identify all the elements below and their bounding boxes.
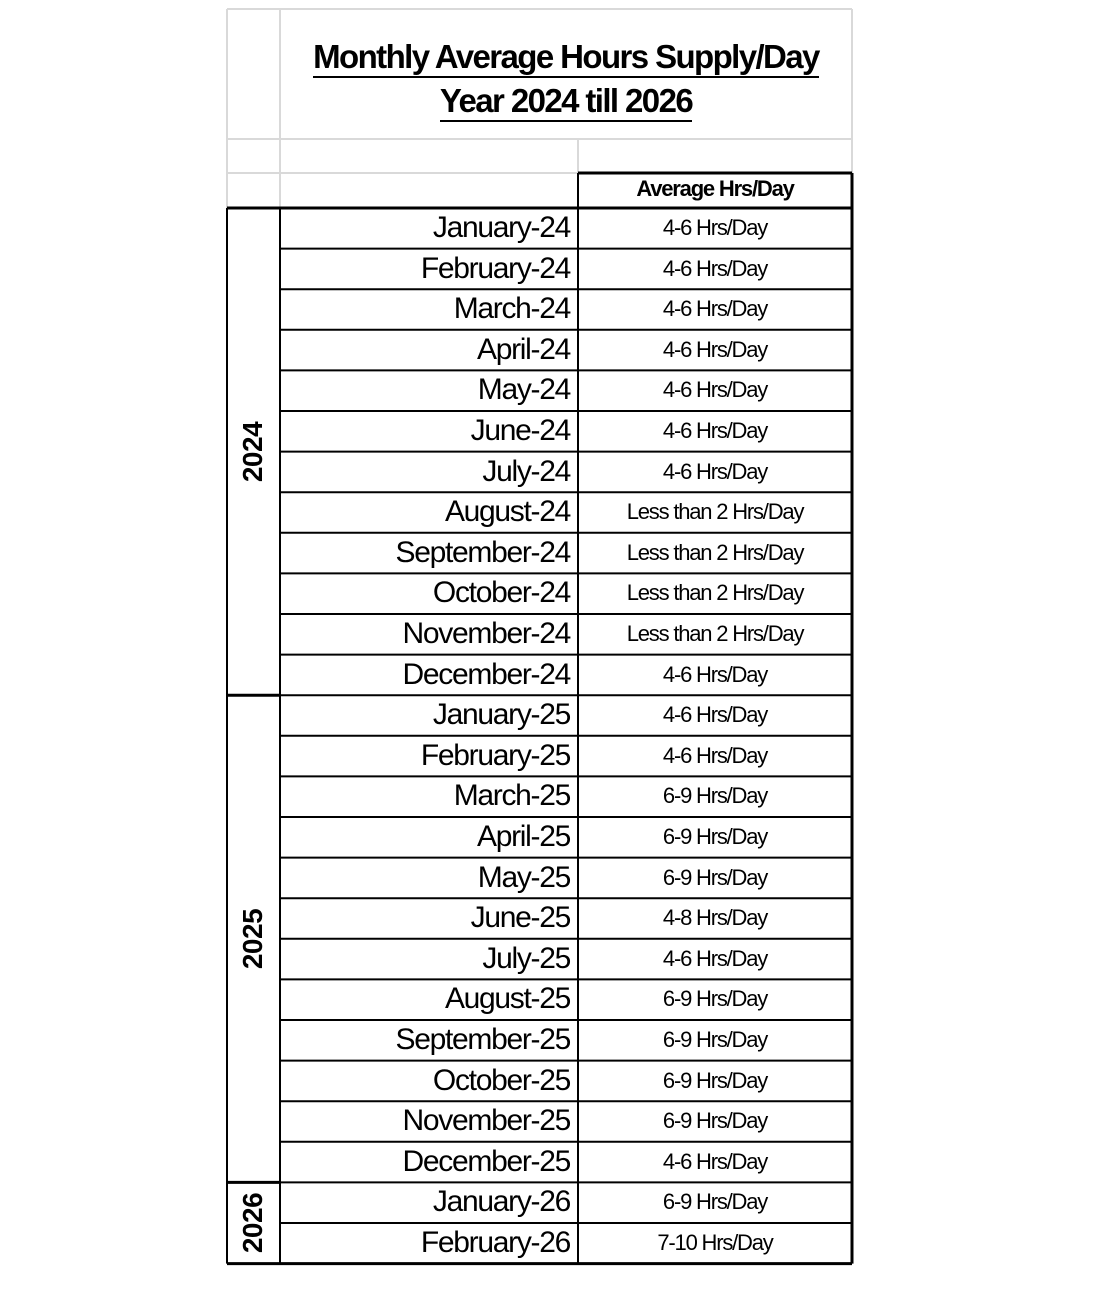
page-title: Monthly Average Hours Supply/Day — [313, 38, 819, 78]
year-label: 2024 — [237, 421, 268, 482]
hours-value-cell: 4-6 Hrs/Day — [662, 702, 768, 728]
hours-value-cell: 4-6 Hrs/Day — [662, 458, 768, 484]
month-cell: April-25 — [477, 820, 570, 853]
hours-value-cell: 4-6 Hrs/Day — [662, 1148, 768, 1174]
title-block — [280, 10, 852, 138]
hours-value-cell: Less than 2 Hrs/Day — [626, 499, 804, 525]
month-cell: July-24 — [482, 454, 570, 488]
hours-value-cell: 4-6 Hrs/Day — [662, 336, 768, 362]
month-cell: February-26 — [420, 1226, 570, 1259]
month-cell: February-25 — [420, 738, 570, 772]
year-group-cell — [227, 695, 279, 1182]
month-cell: November-24 — [402, 617, 570, 650]
month-cell: October-25 — [432, 1063, 570, 1097]
hours-value-cell: Less than 2 Hrs/Day — [626, 580, 804, 606]
column-header-average-hrs: Average Hrs/Day — [636, 176, 794, 201]
month-cell: March-25 — [453, 779, 570, 813]
month-cell: August-25 — [444, 982, 570, 1016]
month-cell: January-25 — [432, 698, 570, 732]
month-cell: November-25 — [402, 1104, 570, 1138]
year-label: 2026 — [237, 1192, 268, 1254]
month-cell: June-24 — [470, 414, 570, 447]
hours-value-cell: 4-6 Hrs/Day — [662, 215, 768, 240]
month-cell: July-25 — [482, 941, 570, 975]
hours-value-cell: 6-9 Hrs/Day — [662, 864, 768, 890]
hours-value-cell: 4-6 Hrs/Day — [662, 296, 768, 322]
month-cell: March-24 — [453, 292, 570, 326]
year-label: 2025 — [237, 908, 268, 969]
hours-value-cell: 4-6 Hrs/Day — [662, 255, 768, 281]
hours-value-cell: 7-10 Hrs/Day — [657, 1230, 773, 1255]
month-cell: May-25 — [477, 860, 570, 894]
page-subtitle: Year 2024 till 2026 — [440, 82, 692, 122]
hours-value-cell: 6-9 Hrs/Day — [662, 1067, 768, 1093]
month-cell: January-24 — [432, 211, 570, 244]
year-group-cell — [227, 1182, 279, 1263]
hours-value-cell: 6-9 Hrs/Day — [662, 1189, 768, 1215]
hours-value-cell: 4-6 Hrs/Day — [662, 377, 768, 403]
month-cell: June-25 — [470, 901, 570, 935]
hours-value-cell: 6-9 Hrs/Day — [662, 986, 768, 1012]
month-cell: February-24 — [420, 251, 570, 285]
year-group-cell — [227, 208, 279, 695]
hours-value-cell: 6-9 Hrs/Day — [662, 1027, 768, 1052]
month-cell: April-24 — [477, 332, 570, 366]
hours-value-cell: 6-9 Hrs/Day — [662, 783, 768, 809]
hours-value-cell: Less than 2 Hrs/Day — [626, 539, 804, 565]
month-cell: October-24 — [432, 576, 570, 610]
hours-value-cell: 4-8 Hrs/Day — [662, 905, 768, 931]
hours-value-cell: 6-9 Hrs/Day — [662, 824, 768, 849]
month-cell: December-24 — [402, 657, 570, 691]
month-cell: September-24 — [395, 535, 570, 569]
month-cell: May-24 — [477, 373, 570, 407]
hours-value-cell: Less than 2 Hrs/Day — [626, 621, 804, 646]
month-cell: December-25 — [402, 1144, 570, 1178]
month-cell: August-24 — [444, 495, 570, 529]
hours-value-cell: 6-9 Hrs/Day — [662, 1108, 768, 1134]
hours-value-cell: 4-6 Hrs/Day — [662, 945, 768, 971]
hours-value-cell: 4-6 Hrs/Day — [662, 418, 768, 443]
hours-value-cell: 4-6 Hrs/Day — [662, 742, 768, 768]
month-cell: January-26 — [432, 1185, 570, 1219]
hours-value-cell: 4-6 Hrs/Day — [662, 661, 768, 687]
month-cell: September-25 — [395, 1023, 570, 1056]
